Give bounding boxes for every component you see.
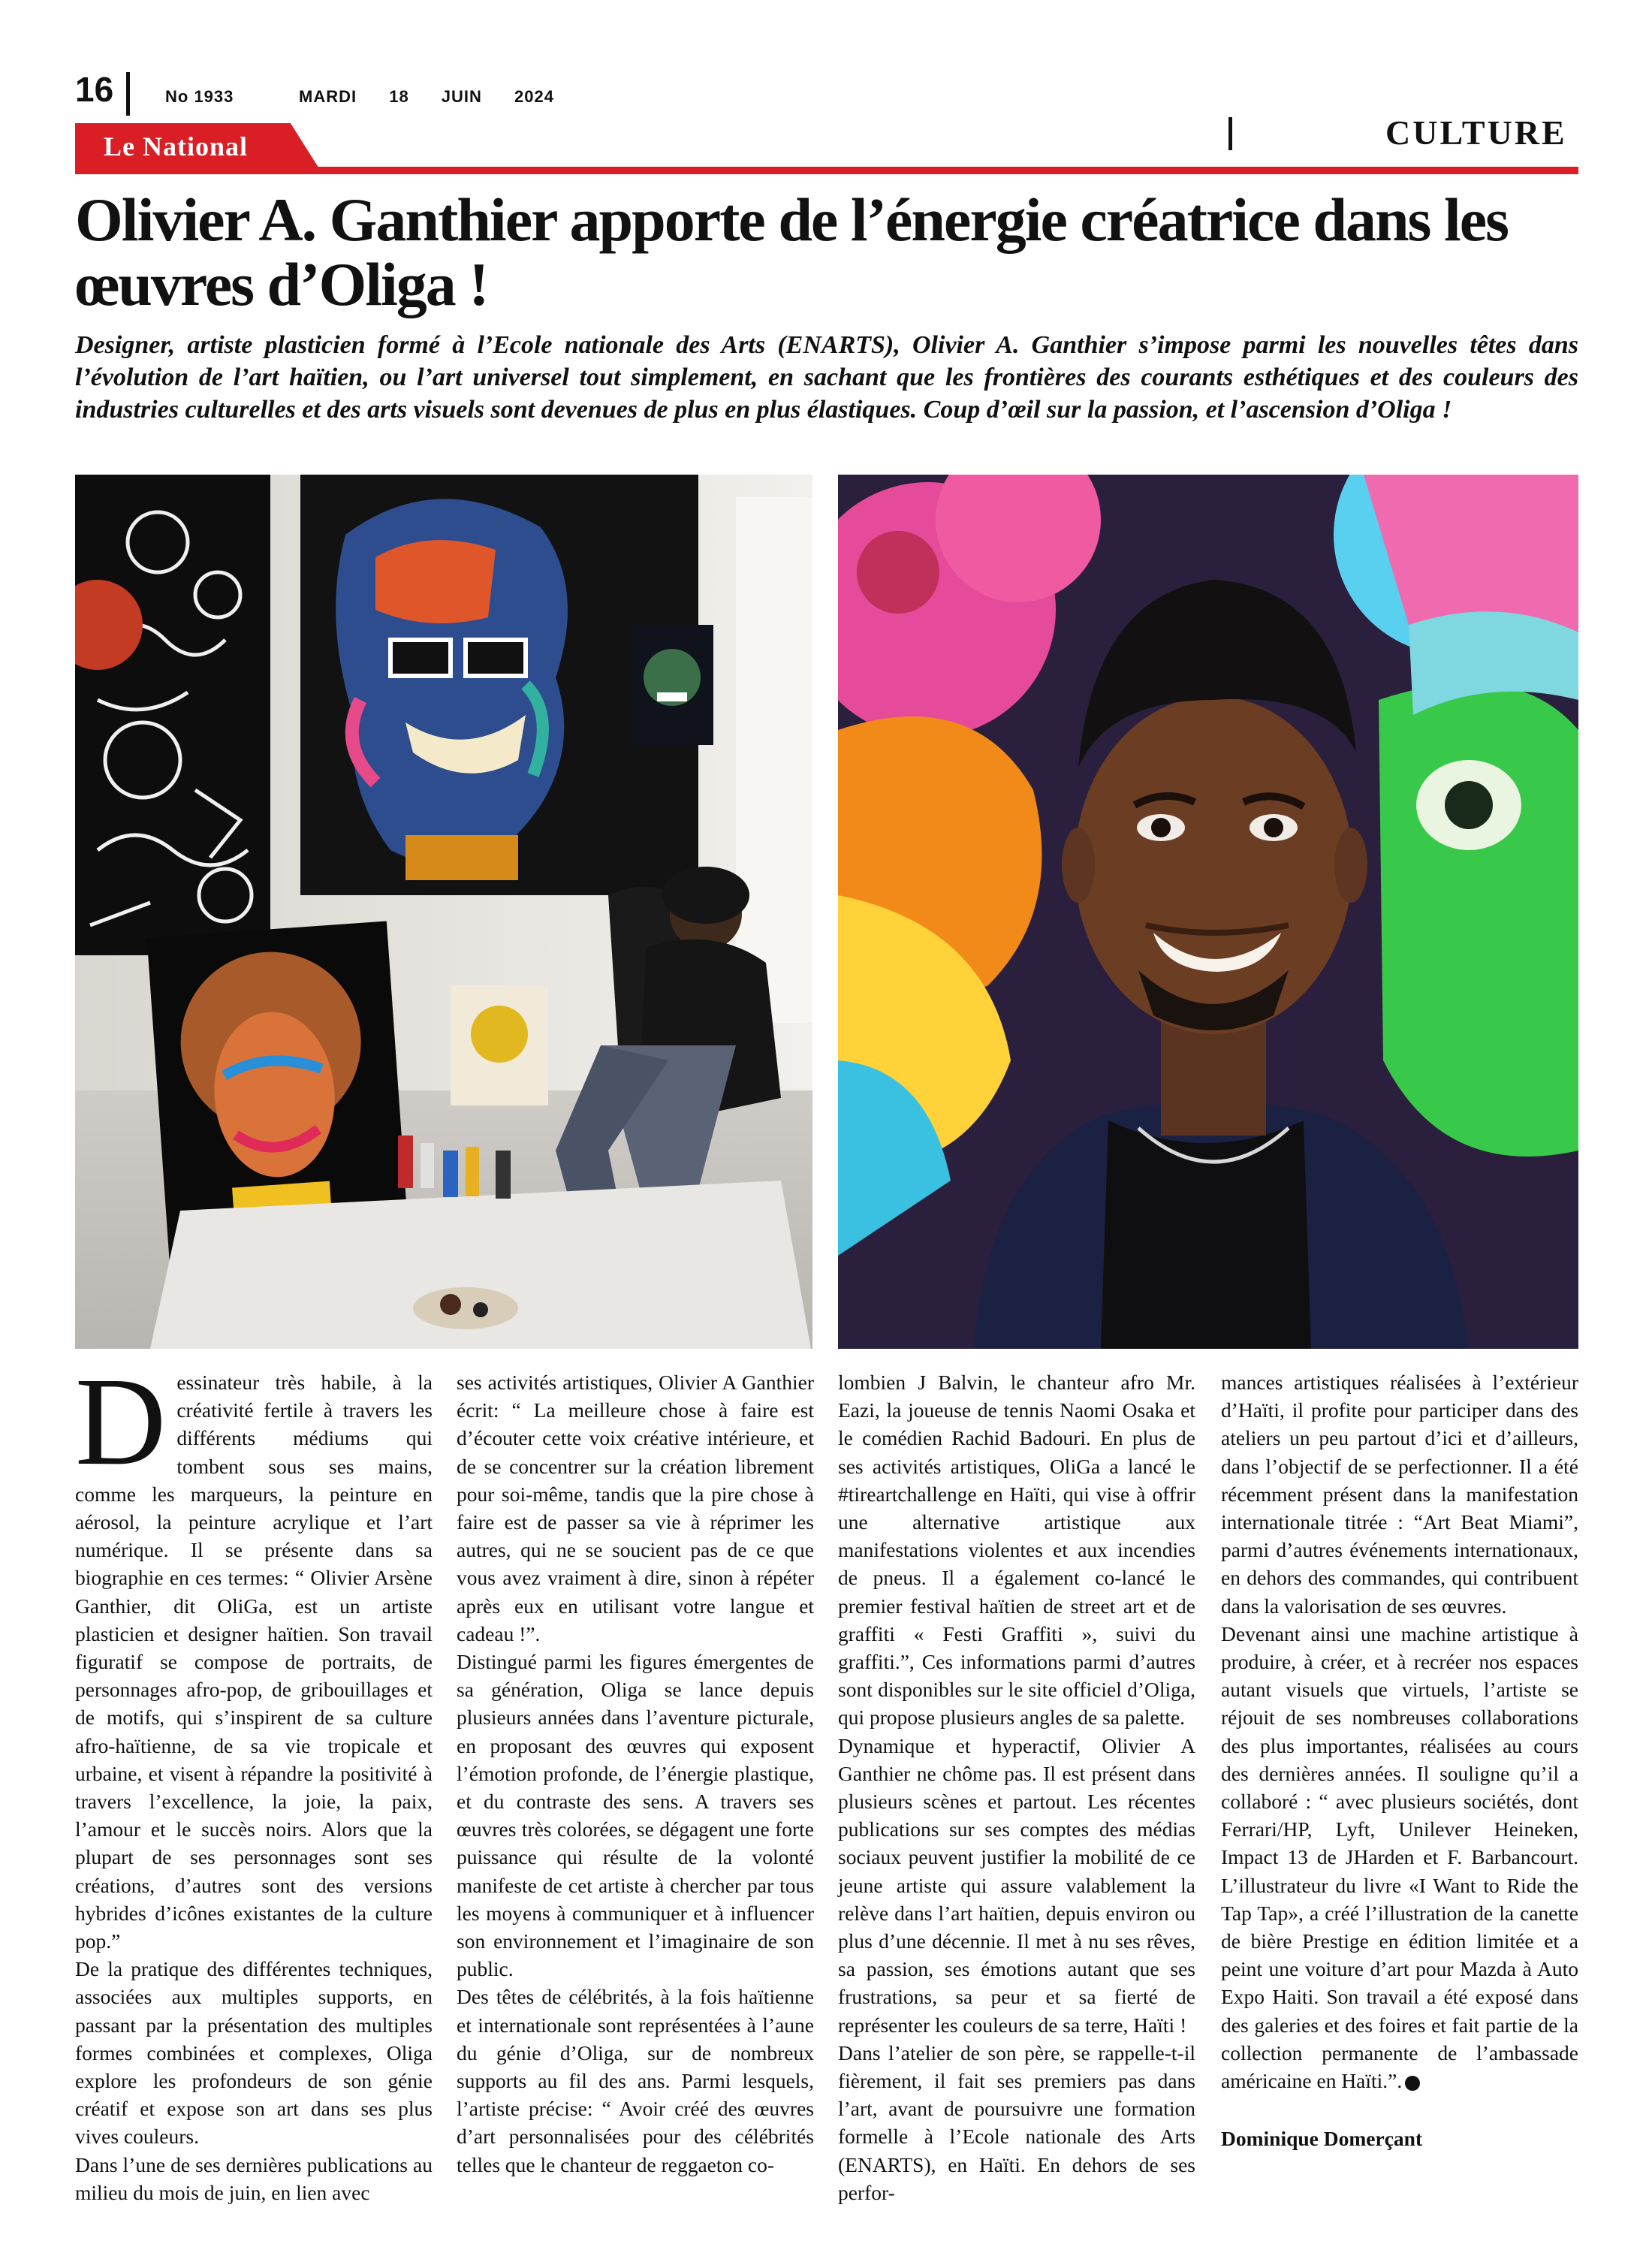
issue-number: No 1933 [165,87,234,106]
article-paragraph: Devenant ainsi une machine artistique à produire, à créer, et à recréer nos espaces autant visuels que virtuels, l’artiste se réjouit de ses nombreuses collaborations des plus importantes, réalisées au cours des dernières années. Il souligne qu’il a collaboré : “ avec plusieurs sociétés, dont Ferrari/HP, Lyft, Unilever Heineken, Impact 13 de JHarden et F. Barbancourt. L’illustrateur du livre «I Want to Ride the Tap Tap», a créé l’illustration de la canette de bière Prestige en édition limitée et a peint une voiture d’art pour Mazda à Auto Expo Haiti. Son travail a été exposé dans des galeries et des foires et fait partie de la collection permanente de l’ambassade américaine en Haïti.”. [1221,1621,1578,2093]
article-lead: Designer, artiste plasticien formé à l’Ecole nationale des Arts (ENARTS), Olivier A. Ganthier s’impose parmi les nouvelles têtes dans l’évolution de l’art haïtien, ou l’art universel tout simplement, en sachant que les frontières des courants esthétiques et des couleurs des industries culturelles et des arts visuels sont devenues de plus en plus élastiques. Coup d’œil sur la passion, et l’ascension d’Oliga ! [75,331,1578,424]
header-divider [126,72,130,116]
studio-photo [75,475,812,1349]
article-author: Dominique Domerçant [1221,2127,1423,2151]
article-paragraph: Dans l’une de ses dernières publications au milieu du mois de juin, en lien avec [75,2152,433,2204]
article-paragraph: mances artistiques réalisées à l’extérieur d’Haïti, il profite pour participer dans des ateliers un peu partout d’ici et d’ailleurs, dans l’objectif de se perfectionner. Il a été récemment présent dans la manifestation internationale titrée : “Art Beat Miami”, parmi d’autres événements internationaux, en dehors des commandes, qui contribuent dans la valorisation de ses œuvres. [1221,1371,1578,1618]
section-name: CULTURE [1385,113,1567,152]
issue-date: MARDI 18 JUIN 2024 [299,87,554,106]
drop-cap: D [75,1352,167,1491]
page-number: 16 [75,70,114,109]
article-paragraph: Distingué parmi les figures émergentes de sa génération, Oliga se lance depuis plusieurs années dans l’aventure picturale, en proposant des œuvres qui exposent l’émotion profonde, de l’énergie plastique, et du contraste des sens. A travers ses œuvres très colorées, se dégagent une forte puissance qui résulte de la volonté manifeste de cet artiste à chercher par tous les moyens à communiquer et à influencer son environnement et l’imaginaire de son public. [457,1650,814,1981]
article-paragraph: Dans l’atelier de son père, se rappelle-t-il fièrement, il fait ses premiers pas dans l’art, avant de poursuivre une formation formelle à l’Ecole nationale des Arts (ENARTS), en Haïti. En dehors de ses perfor- [838,2040,1195,2204]
end-mark-icon [1405,2076,1420,2091]
article-paragraph: ses activités artistiques, Olivier A Ganthier écrit: “ La meilleure chose à faire est d’écouter cette voix créative intérieure, et de se concentrer sur la création librement pour soi-même, tandis que la pire chose à faire est de passer sa vie à réprimer les autres, qui ne se soucient pas de ce que vous avez vraiment à dire, sinon à répéter après eux en utilisant votre langue et cadeau !”. [457,1371,814,1645]
article-column-1 [75,1352,433,2206]
article-paragraph: Dessinateur très habile, à la créativité fertile à travers les différents médiums qui tombent sous ses mains, comme les marqueurs, la peinture en aérosol, la peinture acrylique et l’art numérique. Il se présente dans sa biographie en ces termes: “ Olivier Arsène Ganthier, dit OliGa, est un artiste plasticien et designer haïtien. Son travail figuratif se compose de portraits, de personnages afro-pop, de gribouillages et de motifs, qui s’inspirent de sa culture afro-haïtienne, de sa vie tropicale et urbaine, et visent à répandre la positivité à travers l’excellence, la joie, la paix, l’amour et le succès noirs. Alors que la plupart de ses personnages sont ses créations, d’autres sont des versions hybrides d’icônes existantes de la culture pop.” [75,1352,433,1953]
article-title: Olivier A. Ganthier apporte de l’énergie créatrice dans les œuvres d’Oliga ! [75,185,1509,318]
article-paragraph: Dynamique et hyperactif, Olivier A Ganthier ne chôme pas. Il est présent dans plusieurs scènes et partout. Les récentes publications sur ses comptes des médias sociaux peuvent justifier la mobilité de ce jeune artiste qui assure valablement la relève dans l’art haïtien, depuis environ ou plus d’une décennie. Il met à nu ses rêves, sa passion, ses émotions autant que ses frustrations, sa peur et sa fierté de représenter les couleurs de sa terre, Haïti ! [838,1733,1195,2037]
article-paragraph: De la pratique des différentes techniques, associées aux multiples supports, en passant par la présentation des multiples formes combinées et complexes, Oliga explore les profondeurs de son génie créatif et expose son art dans ses plus vives couleurs. [75,1957,433,2149]
brand-name: Le National [104,131,249,161]
article-column-3 [838,1368,1195,2206]
portrait-photo [838,475,1578,1349]
article-paragraph: Des têtes de célébrités, à la fois haïtienne et internationale sont représentées à l’aune du génie d’Oliga, sur de nombreux supports au fil des ans. Parmi lesquels, l’artiste précise: “ Avoir créé des œuvres d’art personnalisées pour des célébrités telles que le chanteur de reggaeton co- [457,1985,814,2176]
section-divider [1228,117,1232,150]
header-rule [75,167,1578,174]
article-paragraph: lombien J Balvin, le chanteur afro Mr. Eazi, la joueuse de tennis Naomi Osaka et le comédien Rachid Badouri. En plus de ses activités artistiques, OliGa a lancé le #tireartchallenge en Haïti, qui vise à offrir une alternative artistique aux manifestations violentes et aux incendies de pneus. Il a également co-lancé le premier festival haïtien de street art et de graffiti « Festi Graffiti », suivi du graffiti.”, Ces informations parmi d’autres sont disponibles sur le site officiel d’Oliga, qui propose plusieurs angles de sa palette. [838,1371,1195,1730]
article-column-2 [457,1368,814,2179]
article-column-4 [1221,1368,1578,2152]
